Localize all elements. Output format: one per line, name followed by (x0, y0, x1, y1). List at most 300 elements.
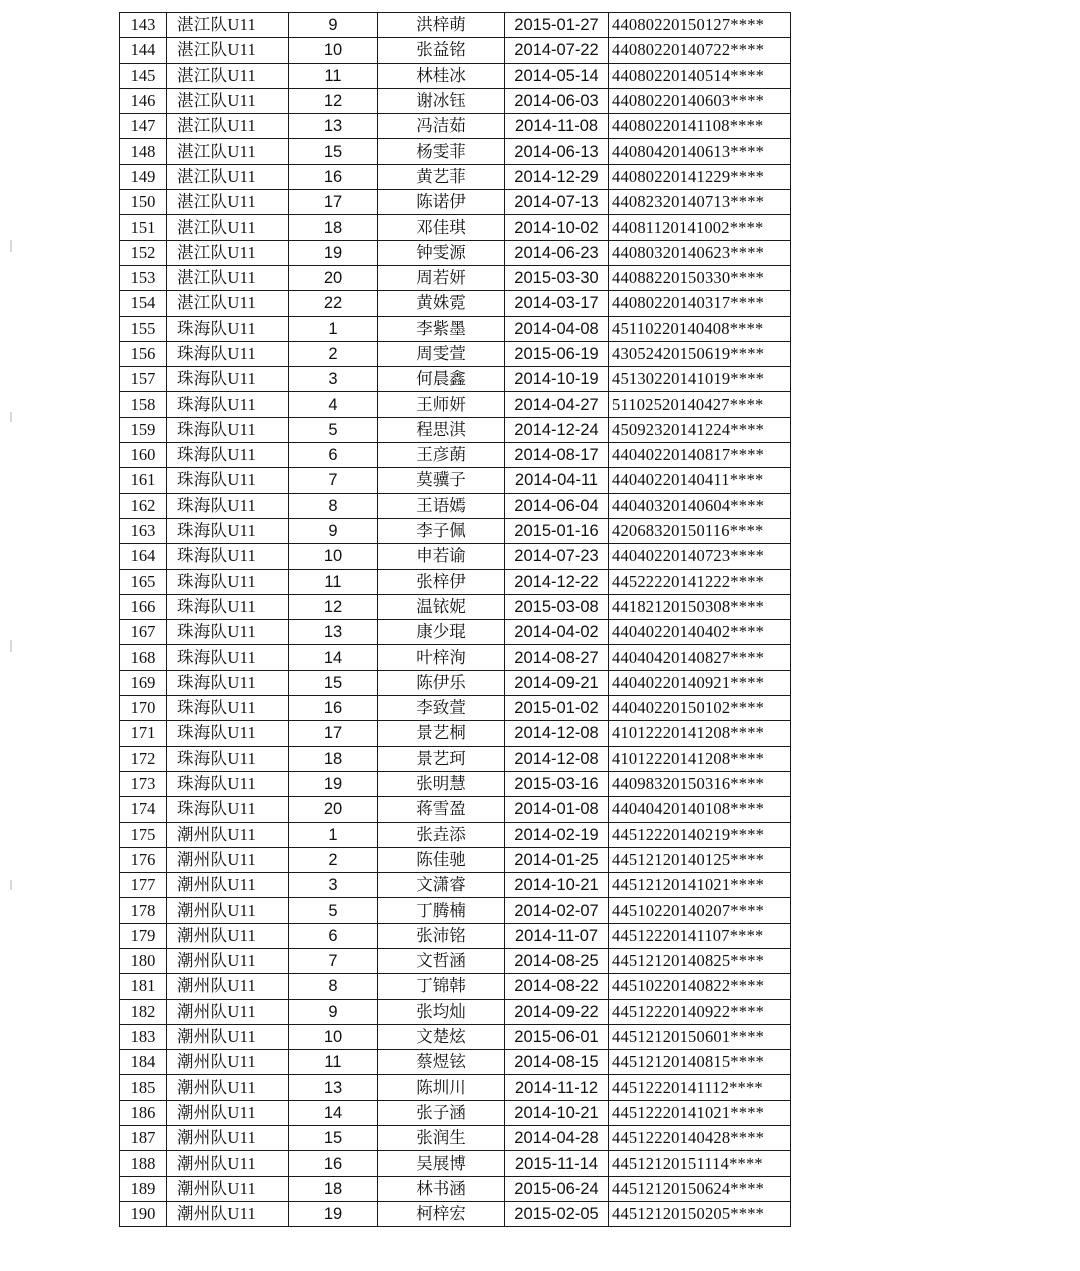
team-cell: 珠海队U11 (167, 746, 289, 771)
table-row (120, 38, 791, 63)
birth-date-cell: 2014-10-19 (505, 367, 609, 392)
table-row (120, 190, 791, 215)
jersey-number-cell: 20 (289, 797, 378, 822)
id-number-cell: 44080220140722**** (609, 38, 791, 63)
jersey-number-cell: 17 (289, 721, 378, 746)
jersey-number-cell: 15 (289, 670, 378, 695)
team-cell: 潮州队U11 (167, 1075, 289, 1100)
table-row (120, 139, 791, 164)
jersey-number-cell: 7 (289, 948, 378, 973)
table-row (120, 518, 791, 543)
team-cell: 珠海队U11 (167, 696, 289, 721)
birth-date-cell: 2014-07-13 (505, 190, 609, 215)
id-number-cell: 45110220140408**** (609, 316, 791, 341)
birth-date-cell: 2014-04-11 (505, 468, 609, 493)
id-number-cell: 44512120141021**** (609, 873, 791, 898)
roster-table-body (120, 13, 791, 1227)
team-cell: 珠海队U11 (167, 316, 289, 341)
player-name-cell: 王语嫣 (378, 493, 505, 518)
team-cell: 潮州队U11 (167, 948, 289, 973)
jersey-number-cell: 2 (289, 341, 378, 366)
id-number-cell: 44512120140815**** (609, 1050, 791, 1075)
row-number-cell: 175 (120, 822, 167, 847)
table-row (120, 316, 791, 341)
team-cell: 珠海队U11 (167, 594, 289, 619)
team-cell: 潮州队U11 (167, 1100, 289, 1125)
roster-sheet (119, 12, 791, 1227)
player-name-cell: 景艺桐 (378, 721, 505, 746)
jersey-number-cell: 10 (289, 38, 378, 63)
birth-date-cell: 2014-12-08 (505, 746, 609, 771)
row-number-cell: 152 (120, 240, 167, 265)
team-cell: 湛江队U11 (167, 265, 289, 290)
id-number-cell: 44040220140402**** (609, 620, 791, 645)
birth-date-cell: 2015-03-08 (505, 594, 609, 619)
birth-date-cell: 2014-04-27 (505, 392, 609, 417)
row-number-cell: 187 (120, 1126, 167, 1151)
id-number-cell: 44081120141002**** (609, 215, 791, 240)
table-row (120, 341, 791, 366)
id-number-cell: 41012220141208**** (609, 746, 791, 771)
player-name-cell: 申若谕 (378, 544, 505, 569)
birth-date-cell: 2015-06-24 (505, 1176, 609, 1201)
table-row (120, 63, 791, 88)
jersey-number-cell: 19 (289, 240, 378, 265)
row-number-cell: 165 (120, 569, 167, 594)
jersey-number-cell: 19 (289, 1201, 378, 1226)
jersey-number-cell: 16 (289, 696, 378, 721)
jersey-number-cell: 12 (289, 88, 378, 113)
player-roster-table (119, 12, 791, 1227)
team-cell: 珠海队U11 (167, 544, 289, 569)
birth-date-cell: 2014-12-24 (505, 417, 609, 442)
player-name-cell: 吴展博 (378, 1151, 505, 1176)
player-name-cell: 蒋雪盈 (378, 797, 505, 822)
table-row (120, 721, 791, 746)
player-name-cell: 林书涵 (378, 1176, 505, 1201)
team-cell: 珠海队U11 (167, 443, 289, 468)
birth-date-cell: 2014-11-07 (505, 923, 609, 948)
table-row (120, 215, 791, 240)
birth-date-cell: 2014-08-27 (505, 645, 609, 670)
birth-date-cell: 2015-03-16 (505, 771, 609, 796)
team-cell: 湛江队U11 (167, 164, 289, 189)
row-number-cell: 174 (120, 797, 167, 822)
jersey-number-cell: 18 (289, 215, 378, 240)
scan-margin-mark (10, 412, 12, 422)
jersey-number-cell: 10 (289, 544, 378, 569)
birth-date-cell: 2014-01-25 (505, 847, 609, 872)
id-number-cell: 44082320140713**** (609, 190, 791, 215)
id-number-cell: 44512220141107**** (609, 923, 791, 948)
player-name-cell: 景艺珂 (378, 746, 505, 771)
row-number-cell: 151 (120, 215, 167, 240)
birth-date-cell: 2014-07-23 (505, 544, 609, 569)
birth-date-cell: 2015-02-05 (505, 1201, 609, 1226)
jersey-number-cell: 15 (289, 139, 378, 164)
player-name-cell: 周若妍 (378, 265, 505, 290)
player-name-cell: 康少琨 (378, 620, 505, 645)
player-name-cell: 柯梓宏 (378, 1201, 505, 1226)
row-number-cell: 171 (120, 721, 167, 746)
jersey-number-cell: 6 (289, 923, 378, 948)
row-number-cell: 169 (120, 670, 167, 695)
jersey-number-cell: 11 (289, 569, 378, 594)
player-name-cell: 陈佳驰 (378, 847, 505, 872)
row-number-cell: 181 (120, 974, 167, 999)
jersey-number-cell: 9 (289, 518, 378, 543)
jersey-number-cell: 17 (289, 190, 378, 215)
scan-margin-mark (10, 240, 12, 252)
player-name-cell: 张梓伊 (378, 569, 505, 594)
table-row (120, 114, 791, 139)
team-cell: 潮州队U11 (167, 898, 289, 923)
player-name-cell: 蔡煜铉 (378, 1050, 505, 1075)
birth-date-cell: 2014-08-15 (505, 1050, 609, 1075)
id-number-cell: 44512120140825**** (609, 948, 791, 973)
birth-date-cell: 2014-02-07 (505, 898, 609, 923)
table-row (120, 670, 791, 695)
row-number-cell: 148 (120, 139, 167, 164)
team-cell: 珠海队U11 (167, 341, 289, 366)
row-number-cell: 182 (120, 999, 167, 1024)
team-cell: 潮州队U11 (167, 847, 289, 872)
team-cell: 湛江队U11 (167, 88, 289, 113)
team-cell: 珠海队U11 (167, 392, 289, 417)
jersey-number-cell: 9 (289, 999, 378, 1024)
jersey-number-cell: 1 (289, 316, 378, 341)
team-cell: 湛江队U11 (167, 13, 289, 38)
jersey-number-cell: 16 (289, 1151, 378, 1176)
row-number-cell: 177 (120, 873, 167, 898)
row-number-cell: 183 (120, 1024, 167, 1049)
player-name-cell: 钟雯源 (378, 240, 505, 265)
team-cell: 潮州队U11 (167, 1176, 289, 1201)
id-number-cell: 44040320140604**** (609, 493, 791, 518)
id-number-cell: 44040220140921**** (609, 670, 791, 695)
jersey-number-cell: 3 (289, 367, 378, 392)
row-number-cell: 176 (120, 847, 167, 872)
player-name-cell: 邓佳琪 (378, 215, 505, 240)
player-name-cell: 黄姝霓 (378, 291, 505, 316)
player-name-cell: 谢冰钰 (378, 88, 505, 113)
id-number-cell: 43052420150619**** (609, 341, 791, 366)
jersey-number-cell: 7 (289, 468, 378, 493)
id-number-cell: 44098320150316**** (609, 771, 791, 796)
birth-date-cell: 2015-01-27 (505, 13, 609, 38)
row-number-cell: 178 (120, 898, 167, 923)
row-number-cell: 143 (120, 13, 167, 38)
player-name-cell: 冯洁茹 (378, 114, 505, 139)
table-row (120, 797, 791, 822)
table-row (120, 645, 791, 670)
player-name-cell: 陈诺伊 (378, 190, 505, 215)
table-row (120, 164, 791, 189)
jersey-number-cell: 3 (289, 873, 378, 898)
team-cell: 湛江队U11 (167, 139, 289, 164)
id-number-cell: 44512220141021**** (609, 1100, 791, 1125)
id-number-cell: 44040220140817**** (609, 443, 791, 468)
row-number-cell: 164 (120, 544, 167, 569)
row-number-cell: 173 (120, 771, 167, 796)
table-row (120, 240, 791, 265)
team-cell: 珠海队U11 (167, 771, 289, 796)
id-number-cell: 45130220141019**** (609, 367, 791, 392)
row-number-cell: 157 (120, 367, 167, 392)
id-number-cell: 44080220150127**** (609, 13, 791, 38)
team-cell: 湛江队U11 (167, 38, 289, 63)
player-name-cell: 丁腾楠 (378, 898, 505, 923)
row-number-cell: 185 (120, 1075, 167, 1100)
table-row (120, 1126, 791, 1151)
birth-date-cell: 2014-12-22 (505, 569, 609, 594)
jersey-number-cell: 19 (289, 771, 378, 796)
id-number-cell: 44512120151114**** (609, 1151, 791, 1176)
birth-date-cell: 2014-08-17 (505, 443, 609, 468)
player-name-cell: 李紫墨 (378, 316, 505, 341)
jersey-number-cell: 12 (289, 594, 378, 619)
team-cell: 珠海队U11 (167, 518, 289, 543)
table-row (120, 696, 791, 721)
player-name-cell: 程思淇 (378, 417, 505, 442)
jersey-number-cell: 15 (289, 1126, 378, 1151)
id-number-cell: 44512120140125**** (609, 847, 791, 872)
jersey-number-cell: 11 (289, 1050, 378, 1075)
jersey-number-cell: 18 (289, 746, 378, 771)
birth-date-cell: 2014-12-29 (505, 164, 609, 189)
birth-date-cell: 2015-03-30 (505, 265, 609, 290)
jersey-number-cell: 18 (289, 1176, 378, 1201)
team-cell: 潮州队U11 (167, 822, 289, 847)
team-cell: 潮州队U11 (167, 974, 289, 999)
table-row (120, 847, 791, 872)
team-cell: 湛江队U11 (167, 63, 289, 88)
player-name-cell: 文潇睿 (378, 873, 505, 898)
table-row (120, 544, 791, 569)
birth-date-cell: 2014-08-22 (505, 974, 609, 999)
birth-date-cell: 2014-11-12 (505, 1075, 609, 1100)
row-number-cell: 162 (120, 493, 167, 518)
table-row (120, 1050, 791, 1075)
player-name-cell: 杨雯菲 (378, 139, 505, 164)
id-number-cell: 44510220140207**** (609, 898, 791, 923)
birth-date-cell: 2014-03-17 (505, 291, 609, 316)
id-number-cell: 44512220141112**** (609, 1075, 791, 1100)
id-number-cell: 44522220141222**** (609, 569, 791, 594)
birth-date-cell: 2014-04-28 (505, 1126, 609, 1151)
player-name-cell: 丁锦韩 (378, 974, 505, 999)
scan-margin-mark (10, 640, 12, 652)
id-number-cell: 44040420140827**** (609, 645, 791, 670)
team-cell: 珠海队U11 (167, 493, 289, 518)
table-row (120, 594, 791, 619)
birth-date-cell: 2014-07-22 (505, 38, 609, 63)
table-row (120, 822, 791, 847)
table-row (120, 1151, 791, 1176)
birth-date-cell: 2014-06-03 (505, 88, 609, 113)
table-row (120, 443, 791, 468)
table-row (120, 265, 791, 290)
id-number-cell: 44512220140922**** (609, 999, 791, 1024)
table-row (120, 1176, 791, 1201)
birth-date-cell: 2015-06-19 (505, 341, 609, 366)
team-cell: 潮州队U11 (167, 1201, 289, 1226)
birth-date-cell: 2014-10-21 (505, 1100, 609, 1125)
row-number-cell: 189 (120, 1176, 167, 1201)
table-row (120, 948, 791, 973)
team-cell: 珠海队U11 (167, 670, 289, 695)
player-name-cell: 张益铭 (378, 38, 505, 63)
id-number-cell: 41012220141208**** (609, 721, 791, 746)
id-number-cell: 44510220140822**** (609, 974, 791, 999)
table-row (120, 1075, 791, 1100)
scan-margin-mark (10, 880, 12, 890)
team-cell: 潮州队U11 (167, 1050, 289, 1075)
jersey-number-cell: 8 (289, 974, 378, 999)
row-number-cell: 150 (120, 190, 167, 215)
id-number-cell: 44040220140411**** (609, 468, 791, 493)
row-number-cell: 163 (120, 518, 167, 543)
team-cell: 潮州队U11 (167, 1151, 289, 1176)
table-row (120, 999, 791, 1024)
row-number-cell: 186 (120, 1100, 167, 1125)
id-number-cell: 44512220140428**** (609, 1126, 791, 1151)
id-number-cell: 44512120150601**** (609, 1024, 791, 1049)
id-number-cell: 44080220140317**** (609, 291, 791, 316)
jersey-number-cell: 9 (289, 13, 378, 38)
id-number-cell: 51102520140427**** (609, 392, 791, 417)
player-name-cell: 文楚炫 (378, 1024, 505, 1049)
player-name-cell: 周雯萱 (378, 341, 505, 366)
birth-date-cell: 2014-06-04 (505, 493, 609, 518)
row-number-cell: 154 (120, 291, 167, 316)
player-name-cell: 王彦蓢 (378, 443, 505, 468)
team-cell: 珠海队U11 (167, 417, 289, 442)
table-row (120, 873, 791, 898)
team-cell: 湛江队U11 (167, 240, 289, 265)
player-name-cell: 温铱妮 (378, 594, 505, 619)
team-cell: 湛江队U11 (167, 114, 289, 139)
team-cell: 湛江队U11 (167, 291, 289, 316)
birth-date-cell: 2014-05-14 (505, 63, 609, 88)
row-number-cell: 149 (120, 164, 167, 189)
birth-date-cell: 2014-10-02 (505, 215, 609, 240)
birth-date-cell: 2014-01-08 (505, 797, 609, 822)
jersey-number-cell: 22 (289, 291, 378, 316)
id-number-cell: 44080220141229**** (609, 164, 791, 189)
birth-date-cell: 2014-12-08 (505, 721, 609, 746)
id-number-cell: 44080220140514**** (609, 63, 791, 88)
id-number-cell: 44182120150308**** (609, 594, 791, 619)
team-cell: 湛江队U11 (167, 215, 289, 240)
table-row (120, 923, 791, 948)
team-cell: 珠海队U11 (167, 721, 289, 746)
id-number-cell: 44040420140108**** (609, 797, 791, 822)
birth-date-cell: 2015-01-16 (505, 518, 609, 543)
jersey-number-cell: 13 (289, 620, 378, 645)
jersey-number-cell: 13 (289, 1075, 378, 1100)
jersey-number-cell: 4 (289, 392, 378, 417)
team-cell: 珠海队U11 (167, 367, 289, 392)
row-number-cell: 156 (120, 341, 167, 366)
jersey-number-cell: 11 (289, 63, 378, 88)
birth-date-cell: 2015-06-01 (505, 1024, 609, 1049)
id-number-cell: 44512120150624**** (609, 1176, 791, 1201)
player-name-cell: 何晨鑫 (378, 367, 505, 392)
team-cell: 潮州队U11 (167, 1126, 289, 1151)
table-row (120, 468, 791, 493)
player-name-cell: 叶梓洵 (378, 645, 505, 670)
player-name-cell: 张沛铭 (378, 923, 505, 948)
row-number-cell: 146 (120, 88, 167, 113)
birth-date-cell: 2014-02-19 (505, 822, 609, 847)
team-cell: 潮州队U11 (167, 1024, 289, 1049)
table-row (120, 974, 791, 999)
player-name-cell: 李子佩 (378, 518, 505, 543)
birth-date-cell: 2014-04-08 (505, 316, 609, 341)
row-number-cell: 166 (120, 594, 167, 619)
player-name-cell: 王师妍 (378, 392, 505, 417)
team-cell: 潮州队U11 (167, 923, 289, 948)
player-name-cell: 张润生 (378, 1126, 505, 1151)
jersey-number-cell: 2 (289, 847, 378, 872)
team-cell: 潮州队U11 (167, 999, 289, 1024)
id-number-cell: 44512120150205**** (609, 1201, 791, 1226)
jersey-number-cell: 8 (289, 493, 378, 518)
player-name-cell: 莫骥子 (378, 468, 505, 493)
row-number-cell: 188 (120, 1151, 167, 1176)
row-number-cell: 184 (120, 1050, 167, 1075)
birth-date-cell: 2014-10-21 (505, 873, 609, 898)
team-cell: 湛江队U11 (167, 190, 289, 215)
team-cell: 珠海队U11 (167, 620, 289, 645)
jersey-number-cell: 20 (289, 265, 378, 290)
row-number-cell: 170 (120, 696, 167, 721)
table-row (120, 88, 791, 113)
player-name-cell: 陈伊乐 (378, 670, 505, 695)
table-row (120, 417, 791, 442)
id-number-cell: 45092320141224**** (609, 417, 791, 442)
jersey-number-cell: 14 (289, 1100, 378, 1125)
team-cell: 珠海队U11 (167, 468, 289, 493)
team-cell: 珠海队U11 (167, 645, 289, 670)
team-cell: 潮州队U11 (167, 873, 289, 898)
id-number-cell: 44080220140603**** (609, 88, 791, 113)
player-name-cell: 文哲涵 (378, 948, 505, 973)
table-row (120, 1201, 791, 1226)
row-number-cell: 161 (120, 468, 167, 493)
birth-date-cell: 2014-06-13 (505, 139, 609, 164)
player-name-cell: 林桂冰 (378, 63, 505, 88)
birth-date-cell: 2014-11-08 (505, 114, 609, 139)
row-number-cell: 145 (120, 63, 167, 88)
row-number-cell: 168 (120, 645, 167, 670)
birth-date-cell: 2014-08-25 (505, 948, 609, 973)
table-row (120, 620, 791, 645)
row-number-cell: 155 (120, 316, 167, 341)
player-name-cell: 李致萱 (378, 696, 505, 721)
id-number-cell: 44040220150102**** (609, 696, 791, 721)
player-name-cell: 陈圳川 (378, 1075, 505, 1100)
row-number-cell: 153 (120, 265, 167, 290)
team-cell: 珠海队U11 (167, 569, 289, 594)
row-number-cell: 167 (120, 620, 167, 645)
id-number-cell: 44040220140723**** (609, 544, 791, 569)
birth-date-cell: 2014-09-22 (505, 999, 609, 1024)
row-number-cell: 147 (120, 114, 167, 139)
table-row (120, 1024, 791, 1049)
player-name-cell: 洪梓萌 (378, 13, 505, 38)
